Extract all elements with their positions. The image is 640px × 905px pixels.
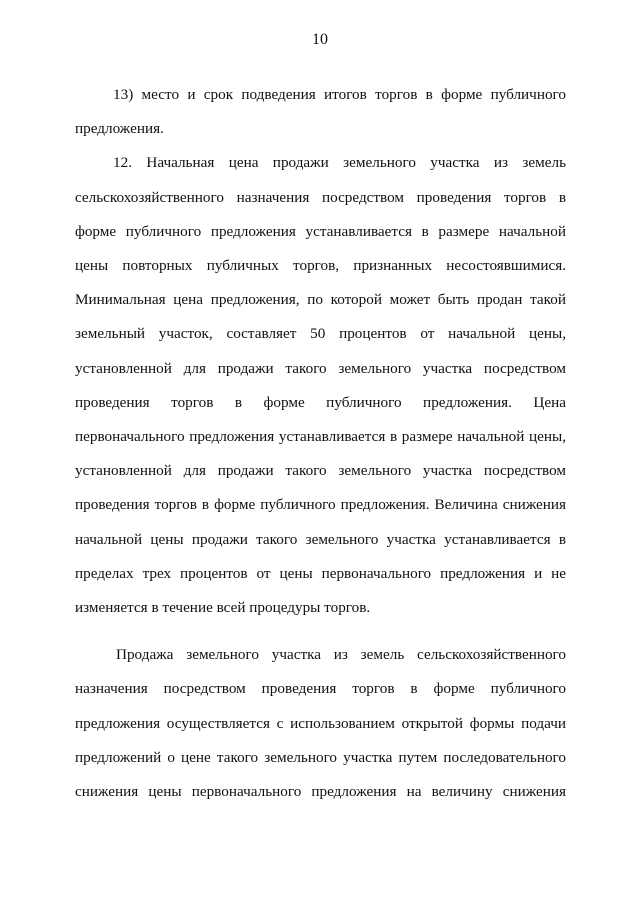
paragraph-item-13: 13) место и срок подведения итогов торгов в форме публичного предложения.: [75, 86, 566, 138]
paragraph-gap: [75, 625, 566, 638]
paragraph-item-12: 12. Начальная цена продажи земельного участка из земель сельскохозяйственного назначения посредством проведения торгов в форме публичного предложения устанавливается в размере начальной цены повторных публичных торгов, признанных несостоявшимися. Минимальная цена предложения, по которой может быть продан такой земельный участок, составляет 50 процентов от начальной цены, установленной для продажи такого земельного участка посредством проведения торгов в форме публичного предложения. Цена первоначального предложения устанавливается в размере начальной цены, установленной для продажи такого земельного участка посредством проведения торгов в форме публичного предложения. Величина снижения начальной цены продажи такого земельного участка устанавливается в пределах трех процентов от цены первоначального предложения и не изменяется в течение всей процедуры торгов.: [75, 154, 566, 617]
document-body: [75, 78, 566, 809]
page-number: 10: [312, 31, 328, 48]
paragraph-sale-procedure: Продажа земельного участка из земель сельскохозяйственного назначения посредством проведения торгов в форме публичного предложения осуществляется с использованием открытой формы подачи предложений о цене такого земельного участка путем последовательного снижения цены первоначального предложения на величину снижения: [75, 646, 566, 801]
